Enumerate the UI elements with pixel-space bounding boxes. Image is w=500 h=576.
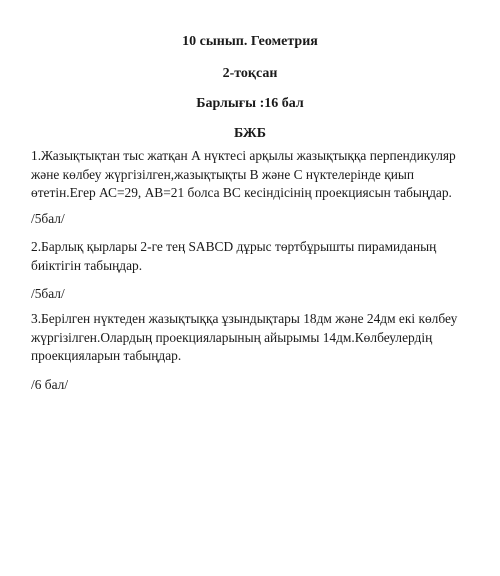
task-1-score: /5бал/: [31, 211, 65, 226]
task-1-line-3: өтетін.Егер АС=29, АВ=21 болса ВС кесіндісінің проекциясын табыңдар.: [31, 185, 452, 200]
quarter-label: 2-тоқсан: [222, 66, 278, 81]
task-1: [31, 147, 493, 203]
worksheet-title: 10 сынып. Геометрия: [182, 34, 318, 49]
task-3-line-1: 3.Берілген нүктеден жазықтыққа ұзындықтары 18дм және 24дм екі көлбеу: [31, 311, 458, 326]
task-3-line-2: жүргізілген.Олардың проекцияларының айырымы 14дм.Көлбеулердің: [31, 329, 433, 345]
task-1-line-2: және көлбеу жүргізілген,жазықтықты В және С нүктелерінде қиып: [31, 166, 415, 182]
task-2-line-1: 2.Барлық қырлары 2-ге тең SABCD дұрыс төртбұрышты пирамиданың: [31, 239, 437, 254]
task-1-line-1: 1.Жазықтықтан тыс жатқан А нүктесі арқылы жазықтыққа перпендикуляр: [31, 148, 456, 163]
task-2: [31, 238, 493, 275]
total-points: Барлығы :16 бал: [196, 96, 304, 111]
task-2-score: /5бал/: [31, 286, 65, 301]
task-3-line-3: проекцияларын табыңдар.: [31, 348, 182, 363]
task-2-line-2: биіктігін табыңдар.: [31, 257, 143, 273]
section-heading: БЖБ: [233, 126, 266, 141]
task-3: [31, 310, 493, 366]
task-3-score: /6 бал/: [31, 377, 69, 392]
